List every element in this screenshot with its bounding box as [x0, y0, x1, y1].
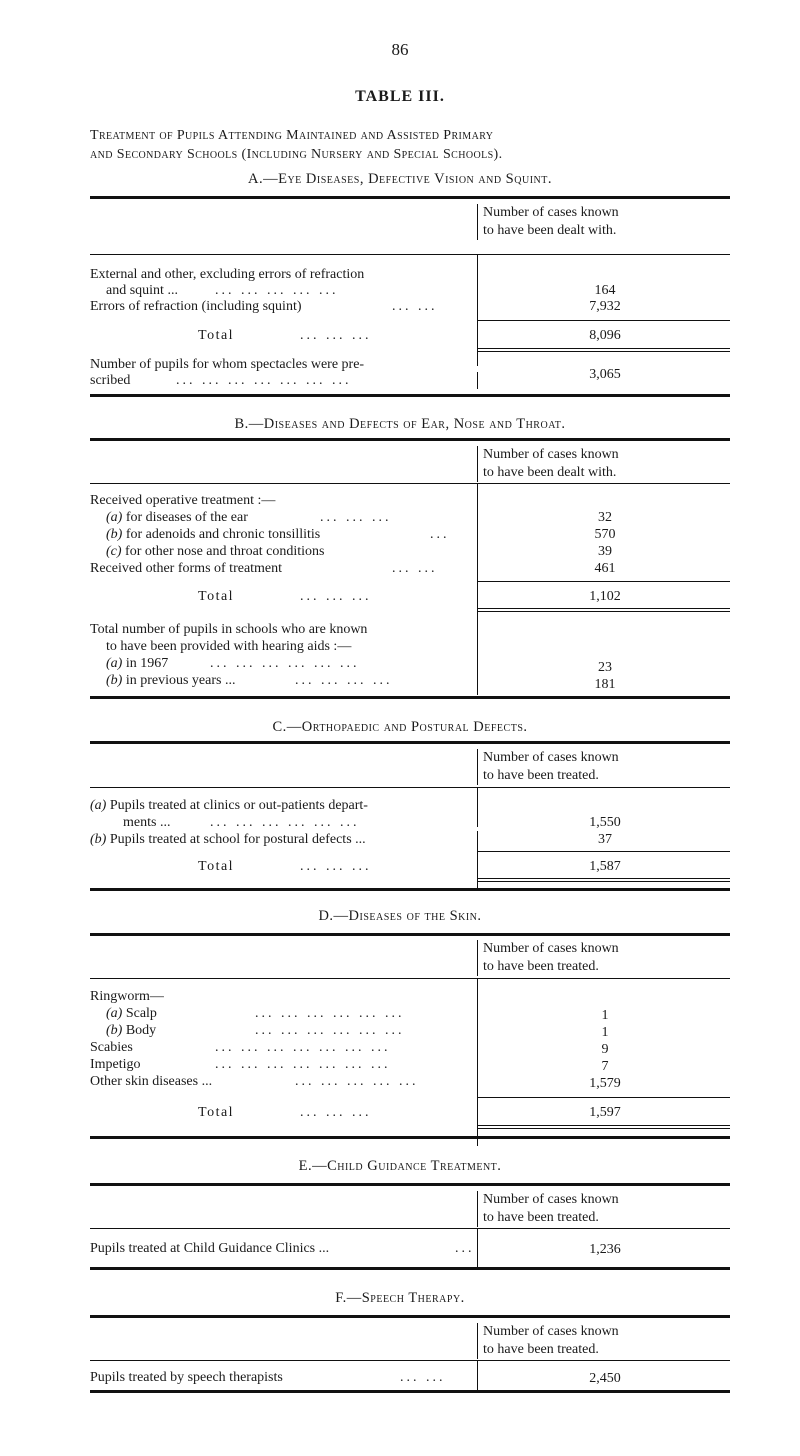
- total-label: Total: [198, 1105, 235, 1120]
- section-a-table: [90, 196, 730, 371]
- section-e-table: [90, 1183, 730, 1273]
- row-label: Total number of pupils in schools who are known: [90, 622, 368, 637]
- column-header: [477, 1191, 733, 1227]
- total-label: Total: [198, 589, 235, 604]
- row-value: 570: [594, 527, 616, 542]
- top-rule: [90, 741, 730, 744]
- column-header-line-1: Number of cases known: [483, 205, 619, 220]
- leader-dots: ... ... ... ... ...: [215, 283, 339, 298]
- section-e-heading: E.—Child Guidance Treatment.: [298, 1158, 502, 1174]
- row-value: 1,236: [589, 1242, 621, 1257]
- total-rule: [477, 1097, 730, 1098]
- column-divider: [477, 483, 478, 661]
- row-label: scribed: [90, 373, 131, 388]
- subtitle-line-2: and Secondary Schools (Including Nursery and Special Schools).: [90, 147, 503, 162]
- column-divider: [477, 1360, 478, 1390]
- item-marker: (a): [106, 1006, 123, 1021]
- row-value: 7: [601, 1059, 609, 1074]
- section-d-heading: D.—Diseases of the Skin.: [318, 908, 482, 924]
- total-value: 1,102: [589, 589, 621, 604]
- table-title: TABLE III.: [355, 88, 445, 105]
- row-value: 23: [598, 660, 612, 675]
- item-text: Pupils treated at clinics or out-patients depart-: [109, 798, 368, 813]
- column-header-line-1: Number of cases known: [483, 447, 619, 462]
- total-rule: [477, 851, 730, 852]
- row-value: 2,450: [589, 1371, 621, 1386]
- leader-dots: ... ... ...: [300, 859, 372, 874]
- row-value: 1: [601, 1008, 609, 1023]
- section-b-table: [90, 438, 730, 658]
- item-text: Pupils treated at school for postural defects ...: [109, 832, 366, 847]
- column-header-line-2: to have been dealt with.: [483, 465, 617, 480]
- leader-dots: ... ... ... ... ... ... ...: [215, 1057, 391, 1072]
- column-header-line-1: Number of cases known: [483, 1324, 619, 1339]
- row-label: [90, 831, 366, 848]
- header-rule: [90, 978, 730, 979]
- column-header-line-1: Number of cases known: [483, 941, 619, 956]
- total-value: 1,587: [589, 859, 621, 874]
- column-header: [477, 749, 733, 785]
- section-b-table-continued: [90, 655, 730, 695]
- row-value: 39: [598, 544, 612, 559]
- row-label: Impetigo: [90, 1057, 141, 1072]
- row-label: [90, 797, 368, 814]
- column-header-line-2: to have been treated.: [483, 1210, 599, 1225]
- row-label: [106, 655, 168, 672]
- bottom-rule: [90, 1136, 730, 1139]
- section-a-table-continued: [90, 367, 730, 392]
- leader-dots: ... ... ... ...: [295, 673, 393, 688]
- row-label: [106, 543, 325, 560]
- column-divider: [477, 372, 478, 389]
- leader-dots: ... ... ... ... ... ...: [255, 1023, 405, 1038]
- leader-dots: ... ... ...: [300, 589, 372, 604]
- total-rule: [477, 320, 730, 321]
- leader-dots: ... ... ... ... ... ...: [210, 656, 360, 671]
- item-marker: (b): [106, 527, 123, 542]
- section-a-heading: A.—Eye Diseases, Defective Vision and Squint.: [248, 171, 552, 187]
- section-a-bottom: [90, 394, 730, 398]
- total-rule: [477, 581, 730, 582]
- leader-dots: ... ... ...: [320, 510, 392, 525]
- column-divider: [477, 787, 478, 827]
- item-text: for adenoids and chronic tonsillitis: [125, 527, 321, 542]
- section-b-bottom: [90, 696, 730, 700]
- total-label: Total: [198, 859, 235, 874]
- row-value: 1: [601, 1025, 609, 1040]
- row-label: [106, 672, 235, 689]
- row-label: Errors of refraction (including squint): [90, 299, 302, 314]
- section-f-table: [90, 1315, 730, 1395]
- item-text: in previous years ...: [125, 673, 236, 688]
- total-double-rule: [477, 878, 730, 882]
- column-header-line-2: to have been dealt with.: [483, 223, 617, 238]
- row-value: 9: [601, 1042, 609, 1057]
- bottom-rule: [90, 888, 730, 891]
- item-marker: (a): [106, 656, 123, 671]
- row-label: [106, 509, 248, 526]
- row-label: Other skin diseases ...: [90, 1074, 213, 1089]
- item-marker: (a): [106, 510, 123, 525]
- subtitle-line-1: Treatment of Pupils Attending Maintained and Assisted Primary: [90, 128, 494, 143]
- total-value: 8,096: [589, 328, 621, 343]
- column-header-line-2: to have been treated.: [483, 1342, 599, 1357]
- header-rule: [90, 254, 730, 255]
- leader-dots: ... ... ... ... ... ... ...: [215, 1040, 391, 1055]
- bottom-rule: [90, 696, 730, 699]
- row-value: 1,550: [589, 815, 621, 830]
- item-text: for diseases of the ear: [125, 510, 248, 525]
- section-d-table-continued: [90, 1097, 730, 1157]
- section-b-heading: B.—Diseases and Defects of Ear, Nose and Throat.: [234, 416, 566, 432]
- leader-dots: ... ...: [392, 299, 438, 314]
- header-rule: [90, 1360, 730, 1361]
- row-value: 3,065: [589, 367, 621, 382]
- leader-dots: ... ... ... ... ... ...: [255, 1006, 405, 1021]
- header-rule: [90, 483, 730, 484]
- row-label: [106, 1022, 156, 1039]
- row-value: 181: [594, 677, 616, 692]
- item-marker: (b): [90, 832, 107, 847]
- row-label: [106, 1005, 157, 1022]
- column-header-line-1: Number of cases known: [483, 1192, 619, 1207]
- total-value: 1,597: [589, 1105, 621, 1120]
- section-c-table-continued: [90, 831, 730, 901]
- column-divider: [477, 1228, 478, 1268]
- column-header: [477, 446, 733, 482]
- top-rule: [90, 1315, 730, 1318]
- leader-dots: ... ...: [400, 1370, 446, 1385]
- item-text: Body: [125, 1023, 157, 1038]
- column-header: [477, 1323, 733, 1359]
- header-rule: [90, 1228, 730, 1229]
- top-rule: [90, 1183, 730, 1186]
- leader-dots: ... ... ...: [300, 1105, 372, 1120]
- row-value: 37: [598, 832, 612, 847]
- section-d-table: [90, 933, 730, 1103]
- row-label: Received operative treatment :—: [90, 493, 276, 508]
- page-number: 86: [391, 40, 409, 59]
- item-marker: (b): [106, 673, 123, 688]
- total-double-rule: [477, 608, 730, 612]
- item-marker: (c): [106, 544, 122, 559]
- top-rule: [90, 196, 730, 199]
- row-label: [106, 526, 320, 543]
- header-rule: [90, 787, 730, 788]
- row-label: Ringworm—: [90, 989, 164, 1004]
- row-value: 7,932: [589, 299, 621, 314]
- leader-dots: ... ... ... ... ...: [295, 1074, 419, 1089]
- section-c-table: [90, 741, 730, 831]
- row-value: 1,579: [589, 1076, 621, 1091]
- item-text: Scalp: [125, 1006, 157, 1021]
- row-value: 461: [594, 561, 616, 576]
- bottom-rule: [90, 394, 730, 397]
- row-label: and squint ...: [106, 283, 178, 298]
- column-header-line-2: to have been treated.: [483, 959, 599, 974]
- top-rule: [90, 438, 730, 441]
- row-label: Pupils treated at Child Guidance Clinics ...: [90, 1241, 330, 1256]
- column-header: [477, 204, 733, 240]
- column-header-line-2: to have been treated.: [483, 768, 599, 783]
- row-label: Received other forms of treatment: [90, 561, 283, 576]
- row-value: 32: [598, 510, 612, 525]
- row-label: to have been provided with hearing aids :—: [106, 639, 352, 654]
- column-header: [477, 940, 733, 976]
- total-label: Total: [198, 328, 235, 343]
- row-label: ments ...: [123, 815, 171, 830]
- row-label: Number of pupils for whom spectacles were pre-: [90, 357, 365, 372]
- section-f-heading: F.—Speech Therapy.: [335, 1290, 465, 1306]
- leader-dots: ... ... ...: [300, 328, 372, 343]
- column-divider: [477, 655, 478, 695]
- total-double-rule: [477, 1125, 730, 1129]
- row-value: 164: [594, 283, 616, 298]
- total-double-rule: [477, 348, 730, 352]
- leader-dots: ... ...: [392, 561, 438, 576]
- leader-dots: ...: [430, 527, 450, 542]
- bottom-rule: [90, 1390, 730, 1393]
- section-c-heading: C.—Orthopaedic and Postural Defects.: [272, 719, 528, 735]
- bottom-rule: [90, 1267, 730, 1270]
- row-label: External and other, excluding errors of refraction: [90, 267, 365, 282]
- leader-dots: ... ... ... ... ... ...: [210, 815, 360, 830]
- column-header-line-1: Number of cases known: [483, 750, 619, 765]
- item-text: in 1967: [125, 656, 169, 671]
- leader-dots: ... ... ... ... ... ... ...: [176, 373, 352, 388]
- row-label: Pupils treated by speech therapists: [90, 1370, 283, 1385]
- item-marker: (a): [90, 798, 107, 813]
- leader-dots: ...: [455, 1241, 475, 1256]
- row-label: Scabies: [90, 1040, 133, 1055]
- item-text: for other nose and throat conditions: [125, 544, 325, 559]
- top-rule: [90, 933, 730, 936]
- item-marker: (b): [106, 1023, 123, 1038]
